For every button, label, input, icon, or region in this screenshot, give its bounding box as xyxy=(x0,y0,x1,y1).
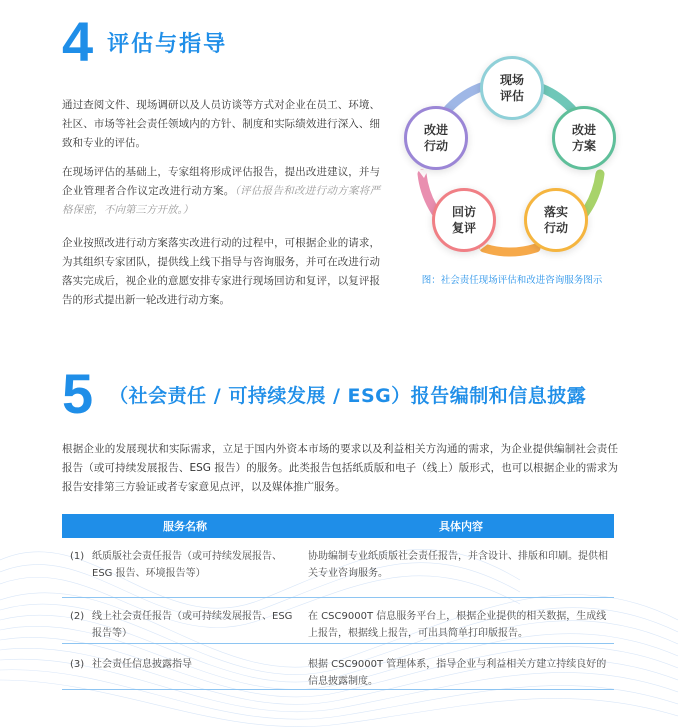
section-4-header xyxy=(62,10,228,73)
section-5-title: （社会责任 / 可持续发展 / ESG）报告编制和信息披露 xyxy=(109,384,587,407)
section-5-paragraph: 根据企业的发展现状和实际需求，立足于国内外资本市场的要求以及利益相关方沟通的需求，为企业提供编制社会责任报告（或可持续发展报告、ESG 报告）的服务。此类报告包括纸质版和电子（线上）版形式，也可以根据企业的需求为报告安排第三方验证或者专家意见点评，以及媒体推广服务。 xyxy=(62,443,618,493)
service-name-cell: 线上社会责任报告（或可持续发展报告、ESG 报告等） xyxy=(92,611,293,639)
table-row xyxy=(62,644,614,690)
node-onsite-assessment: 现场评估 xyxy=(480,56,544,120)
service-name-cell: 社会责任信息披露指导 xyxy=(92,659,192,670)
node-revisit-review: 回访复评 xyxy=(432,188,496,252)
node-improvement-plan: 改进方案 xyxy=(552,106,616,170)
diagram-caption: 图：社会责任现场评估和改进咨询服务图示 xyxy=(421,275,603,286)
section-4-paragraph-3 xyxy=(62,234,380,310)
arc-act-to-review xyxy=(484,248,536,252)
section-5-header xyxy=(62,362,587,425)
table-row xyxy=(62,598,614,644)
section-4-title: 评估与指导 xyxy=(107,31,228,57)
column-header-content: 具体内容 xyxy=(439,520,483,533)
service-cycle-diagram xyxy=(396,56,628,258)
service-name-cell: 纸质版社会责任报告（或可持续发展报告、ESG 报告、环境报告等） xyxy=(92,551,282,579)
paragraph-text: 企业按照改进行动方案落实改进行动的过程中，可根据企业的请求，为其组织专家团队，提供线上线下指导与咨询服务，并可在改进行动落实完成后，视企业的意愿安排专家进行现场回访和复评，以复评报告的形式提出新一轮改进行动方案。 xyxy=(62,237,380,306)
row-index: (3) xyxy=(70,659,85,670)
table-row xyxy=(62,538,614,598)
service-content-cell: 根据 CSC9000T 管理体系，指导企业与利益相关方建立持续良好的信息披露制度。 xyxy=(308,659,607,687)
row-index: (1) xyxy=(70,551,85,562)
table-header xyxy=(62,514,614,538)
service-table xyxy=(62,514,614,690)
service-content-cell: 协助编制专业纸质版社会责任报告，并含设计、排版和印刷。提供相关专业咨询服务。 xyxy=(308,551,608,579)
section-5-number: 5 xyxy=(62,362,94,425)
paragraph-text: 通过查阅文件、现场调研以及人员访谈等方式对企业在员工、环境、社区、市场等社会责任领域内的方针、制度和实际绩效进行深入、细致和专业的评估。 xyxy=(62,99,380,149)
service-content-cell: 在 CSC9000T 信息服务平台上，根据企业提供的相关数据，生成线上报告，根据线上报告，可出具简单打印版报告。 xyxy=(308,611,607,639)
node-implement-action: 落实行动 xyxy=(524,188,588,252)
row-index: (2) xyxy=(70,611,85,622)
section-4-paragraph-2 xyxy=(62,163,380,220)
node-improvement-action: 改进行动 xyxy=(404,106,468,170)
confidentiality-note: （评估报告和改进行动方案将严格保密，不向第三方开放。） xyxy=(62,185,381,216)
section-4-number: 4 xyxy=(62,10,94,73)
section-4-paragraph-1 xyxy=(62,96,380,153)
paragraph-text: 在现场评估的基础上，专家组将形成评估报告，提出改进建议，并与企业管理者合作议定改进行动方案。 xyxy=(62,166,380,197)
column-header-service-name: 服务名称 xyxy=(163,520,207,533)
